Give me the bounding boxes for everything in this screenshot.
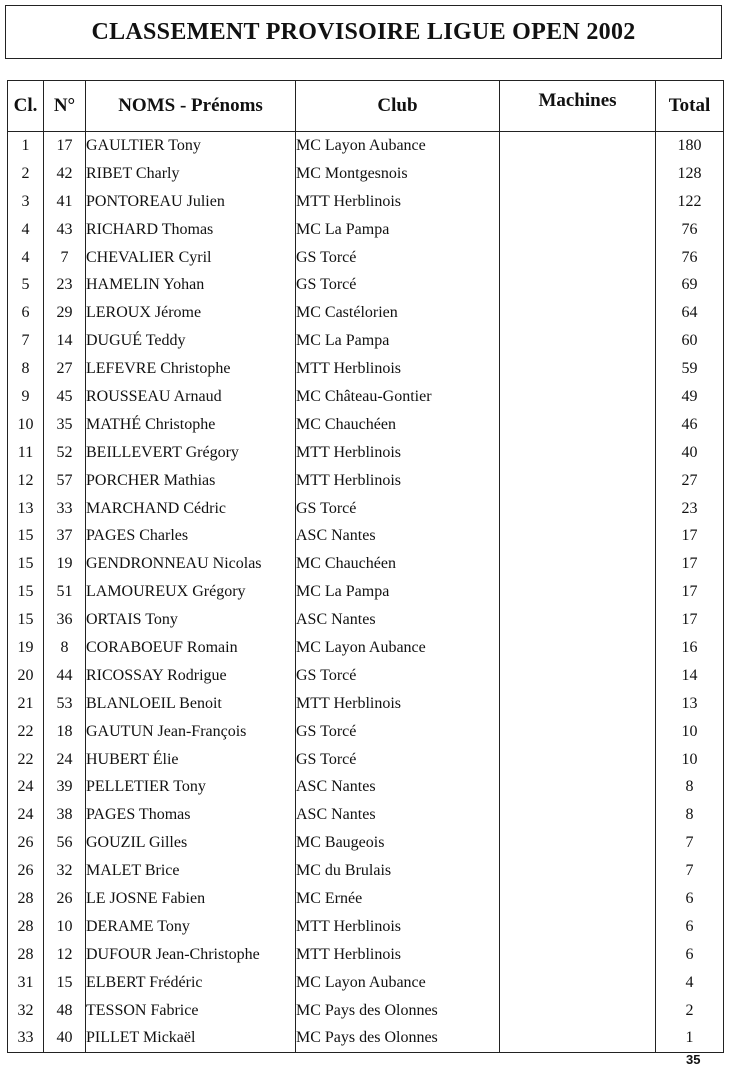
table-row	[8, 606, 724, 634]
machines-cell	[500, 355, 656, 383]
club-cell: MC Castélorien	[296, 299, 500, 327]
machines-cell	[500, 271, 656, 299]
total-cell: 17	[656, 550, 724, 578]
total-cell: 76	[656, 244, 724, 272]
name-cell: MATHÉ Christophe	[86, 411, 296, 439]
total-cell: 59	[656, 355, 724, 383]
club-cell: MC Ernée	[296, 885, 500, 913]
machines-cell	[500, 746, 656, 774]
total-cell: 46	[656, 411, 724, 439]
machines-cell	[500, 327, 656, 355]
total-cell: 69	[656, 271, 724, 299]
club-cell: GS Torcé	[296, 662, 500, 690]
total-cell: 1	[656, 1025, 724, 1053]
rank-cell: 15	[8, 578, 44, 606]
name-cell: TESSON Fabrice	[86, 997, 296, 1025]
number-cell: 35	[44, 411, 86, 439]
total-cell: 17	[656, 578, 724, 606]
machines-cell	[500, 941, 656, 969]
club-cell: MC La Pampa	[296, 327, 500, 355]
name-cell: GAULTIER Tony	[86, 132, 296, 160]
number-cell: 36	[44, 606, 86, 634]
name-cell: MALET Brice	[86, 857, 296, 885]
table-row	[8, 718, 724, 746]
machines-cell	[500, 857, 656, 885]
table-row	[8, 634, 724, 662]
table-row	[8, 439, 724, 467]
club-cell: GS Torcé	[296, 746, 500, 774]
name-cell: PONTOREAU Julien	[86, 188, 296, 216]
total-cell: 49	[656, 383, 724, 411]
name-cell: BEILLEVERT Grégory	[86, 439, 296, 467]
total-cell: 8	[656, 801, 724, 829]
rank-cell: 12	[8, 467, 44, 495]
name-cell: CORABOEUF Romain	[86, 634, 296, 662]
name-cell: LEFEVRE Christophe	[86, 355, 296, 383]
total-cell: 2	[656, 997, 724, 1025]
rank-cell: 28	[8, 885, 44, 913]
rank-cell: 20	[8, 662, 44, 690]
club-cell: MC Baugeois	[296, 829, 500, 857]
rank-cell: 2	[8, 160, 44, 188]
number-cell: 39	[44, 773, 86, 801]
column-header-total: Total	[656, 81, 724, 132]
club-cell: MC Layon Aubance	[296, 634, 500, 662]
machines-cell	[500, 467, 656, 495]
total-cell: 7	[656, 857, 724, 885]
name-cell: PILLET Mickaël	[86, 1025, 296, 1053]
name-cell: GOUZIL Gilles	[86, 829, 296, 857]
name-cell: BLANLOEIL Benoit	[86, 690, 296, 718]
name-cell: LEROUX Jérome	[86, 299, 296, 327]
club-cell: MC Chauchéen	[296, 411, 500, 439]
number-cell: 42	[44, 160, 86, 188]
total-cell: 180	[656, 132, 724, 160]
name-cell: HUBERT Élie	[86, 746, 296, 774]
table-row	[8, 411, 724, 439]
machines-cell	[500, 160, 656, 188]
number-cell: 24	[44, 746, 86, 774]
club-cell: GS Torcé	[296, 244, 500, 272]
club-cell: ASC Nantes	[296, 522, 500, 550]
club-cell: ASC Nantes	[296, 773, 500, 801]
rank-cell: 22	[8, 718, 44, 746]
rank-cell: 1	[8, 132, 44, 160]
machines-cell	[500, 299, 656, 327]
number-cell: 26	[44, 885, 86, 913]
club-cell: MC Chauchéen	[296, 550, 500, 578]
table-row	[8, 550, 724, 578]
name-cell: DERAME Tony	[86, 913, 296, 941]
table-row	[8, 132, 724, 160]
rank-cell: 15	[8, 522, 44, 550]
name-cell: CHEVALIER Cyril	[86, 244, 296, 272]
total-cell: 4	[656, 969, 724, 997]
name-cell: ELBERT Frédéric	[86, 969, 296, 997]
number-cell: 12	[44, 941, 86, 969]
name-cell: ORTAIS Tony	[86, 606, 296, 634]
machines-cell	[500, 522, 656, 550]
number-cell: 8	[44, 634, 86, 662]
club-cell: MC Montgesnois	[296, 160, 500, 188]
club-cell: MC La Pampa	[296, 216, 500, 244]
table-row	[8, 578, 724, 606]
number-cell: 41	[44, 188, 86, 216]
number-cell: 33	[44, 495, 86, 523]
table-row	[8, 216, 724, 244]
table-row	[8, 271, 724, 299]
page-number: 35	[686, 1052, 701, 1067]
club-cell: GS Torcé	[296, 718, 500, 746]
club-cell: ASC Nantes	[296, 606, 500, 634]
machines-cell	[500, 132, 656, 160]
rank-cell: 4	[8, 244, 44, 272]
number-cell: 18	[44, 718, 86, 746]
total-cell: 10	[656, 746, 724, 774]
name-cell: PORCHER Mathias	[86, 467, 296, 495]
table-row	[8, 188, 724, 216]
club-cell: MTT Herblinois	[296, 941, 500, 969]
rank-cell: 7	[8, 327, 44, 355]
name-cell: PAGES Charles	[86, 522, 296, 550]
machines-cell	[500, 690, 656, 718]
total-cell: 6	[656, 941, 724, 969]
number-cell: 57	[44, 467, 86, 495]
number-cell: 7	[44, 244, 86, 272]
number-cell: 32	[44, 857, 86, 885]
table-row	[8, 801, 724, 829]
name-cell: DUGUÉ Teddy	[86, 327, 296, 355]
machines-cell	[500, 885, 656, 913]
number-cell: 48	[44, 997, 86, 1025]
rank-cell: 31	[8, 969, 44, 997]
total-cell: 14	[656, 662, 724, 690]
table-row	[8, 160, 724, 188]
name-cell: PAGES Thomas	[86, 801, 296, 829]
number-cell: 51	[44, 578, 86, 606]
table-body	[8, 132, 724, 1053]
club-cell: MC La Pampa	[296, 578, 500, 606]
machines-cell	[500, 188, 656, 216]
name-cell: DUFOUR Jean-Christophe	[86, 941, 296, 969]
rank-cell: 28	[8, 941, 44, 969]
total-cell: 7	[656, 829, 724, 857]
rank-cell: 15	[8, 606, 44, 634]
machines-cell	[500, 662, 656, 690]
club-cell: MTT Herblinois	[296, 690, 500, 718]
machines-cell	[500, 913, 656, 941]
club-cell: MTT Herblinois	[296, 439, 500, 467]
machines-cell	[500, 439, 656, 467]
number-cell: 44	[44, 662, 86, 690]
number-cell: 14	[44, 327, 86, 355]
total-cell: 16	[656, 634, 724, 662]
club-cell: MC du Brulais	[296, 857, 500, 885]
rank-cell: 21	[8, 690, 44, 718]
number-cell: 23	[44, 271, 86, 299]
table-row	[8, 244, 724, 272]
name-cell: HAMELIN Yohan	[86, 271, 296, 299]
table-row	[8, 662, 724, 690]
table-row	[8, 941, 724, 969]
machines-cell	[500, 495, 656, 523]
column-header-num: N°	[44, 81, 86, 132]
total-cell: 10	[656, 718, 724, 746]
table-row	[8, 857, 724, 885]
rank-cell: 10	[8, 411, 44, 439]
total-cell: 128	[656, 160, 724, 188]
total-cell: 27	[656, 467, 724, 495]
number-cell: 19	[44, 550, 86, 578]
table-row	[8, 690, 724, 718]
total-cell: 13	[656, 690, 724, 718]
total-cell: 76	[656, 216, 724, 244]
name-cell: ROUSSEAU Arnaud	[86, 383, 296, 411]
club-cell: MTT Herblinois	[296, 188, 500, 216]
column-header-machines: Machines	[500, 81, 656, 132]
table-row	[8, 829, 724, 857]
table-row	[8, 327, 724, 355]
club-cell: MC Pays des Olonnes	[296, 997, 500, 1025]
rank-cell: 3	[8, 188, 44, 216]
rank-cell: 8	[8, 355, 44, 383]
machines-cell	[500, 997, 656, 1025]
number-cell: 56	[44, 829, 86, 857]
rank-cell: 32	[8, 997, 44, 1025]
name-cell: LE JOSNE Fabien	[86, 885, 296, 913]
name-cell: GAUTUN Jean-François	[86, 718, 296, 746]
name-cell: MARCHAND Cédric	[86, 495, 296, 523]
machines-cell	[500, 244, 656, 272]
club-cell: ASC Nantes	[296, 801, 500, 829]
table-row	[8, 1025, 724, 1053]
club-cell: MTT Herblinois	[296, 913, 500, 941]
machines-cell	[500, 801, 656, 829]
column-header-nom: NOMS - Prénoms	[86, 81, 296, 132]
club-cell: MTT Herblinois	[296, 355, 500, 383]
machines-cell	[500, 718, 656, 746]
ranking-table	[7, 80, 724, 1053]
number-cell: 10	[44, 913, 86, 941]
table-row	[8, 355, 724, 383]
machines-cell	[500, 773, 656, 801]
name-cell: LAMOUREUX Grégory	[86, 578, 296, 606]
total-cell: 6	[656, 913, 724, 941]
rank-cell: 9	[8, 383, 44, 411]
rank-cell: 33	[8, 1025, 44, 1053]
number-cell: 38	[44, 801, 86, 829]
total-cell: 23	[656, 495, 724, 523]
club-cell: MC Layon Aubance	[296, 969, 500, 997]
total-cell: 40	[656, 439, 724, 467]
number-cell: 15	[44, 969, 86, 997]
machines-cell	[500, 578, 656, 606]
column-header-club: Club	[296, 81, 500, 132]
club-cell: GS Torcé	[296, 495, 500, 523]
machines-cell	[500, 634, 656, 662]
name-cell: PELLETIER Tony	[86, 773, 296, 801]
rank-cell: 26	[8, 829, 44, 857]
rank-cell: 28	[8, 913, 44, 941]
number-cell: 43	[44, 216, 86, 244]
rank-cell: 22	[8, 746, 44, 774]
table-row	[8, 885, 724, 913]
number-cell: 29	[44, 299, 86, 327]
total-cell: 6	[656, 885, 724, 913]
total-cell: 17	[656, 606, 724, 634]
total-cell: 17	[656, 522, 724, 550]
table-row	[8, 495, 724, 523]
table-row	[8, 383, 724, 411]
rank-cell: 6	[8, 299, 44, 327]
rank-cell: 24	[8, 801, 44, 829]
rank-cell: 13	[8, 495, 44, 523]
name-cell: GENDRONNEAU Nicolas	[86, 550, 296, 578]
machines-cell	[500, 216, 656, 244]
title-box	[5, 5, 722, 59]
machines-cell	[500, 1025, 656, 1053]
club-cell: MC Château-Gontier	[296, 383, 500, 411]
number-cell: 37	[44, 522, 86, 550]
rank-cell: 11	[8, 439, 44, 467]
name-cell: RICHARD Thomas	[86, 216, 296, 244]
table-row	[8, 969, 724, 997]
number-cell: 53	[44, 690, 86, 718]
total-cell: 60	[656, 327, 724, 355]
name-cell: RICOSSAY Rodrigue	[86, 662, 296, 690]
machines-cell	[500, 383, 656, 411]
club-cell: MC Pays des Olonnes	[296, 1025, 500, 1053]
number-cell: 27	[44, 355, 86, 383]
table-header-row	[8, 81, 724, 132]
table-row	[8, 746, 724, 774]
number-cell: 40	[44, 1025, 86, 1053]
number-cell: 45	[44, 383, 86, 411]
table-row	[8, 773, 724, 801]
machines-cell	[500, 606, 656, 634]
machines-cell	[500, 411, 656, 439]
total-cell: 64	[656, 299, 724, 327]
total-cell: 8	[656, 773, 724, 801]
rank-cell: 19	[8, 634, 44, 662]
number-cell: 17	[44, 132, 86, 160]
rank-cell: 5	[8, 271, 44, 299]
machines-cell	[500, 969, 656, 997]
club-cell: MTT Herblinois	[296, 467, 500, 495]
table-row	[8, 997, 724, 1025]
rank-cell: 26	[8, 857, 44, 885]
rank-cell: 24	[8, 773, 44, 801]
table-row	[8, 299, 724, 327]
machines-cell	[500, 829, 656, 857]
page-title: CLASSEMENT PROVISOIRE LIGUE OPEN 2002	[91, 18, 636, 45]
rank-cell: 4	[8, 216, 44, 244]
column-header-cl: Cl.	[8, 81, 44, 132]
club-cell: GS Torcé	[296, 271, 500, 299]
machines-cell	[500, 550, 656, 578]
club-cell: MC Layon Aubance	[296, 132, 500, 160]
rank-cell: 15	[8, 550, 44, 578]
table-row	[8, 467, 724, 495]
table-row	[8, 522, 724, 550]
table-row	[8, 913, 724, 941]
name-cell: RIBET Charly	[86, 160, 296, 188]
total-cell: 122	[656, 188, 724, 216]
number-cell: 52	[44, 439, 86, 467]
